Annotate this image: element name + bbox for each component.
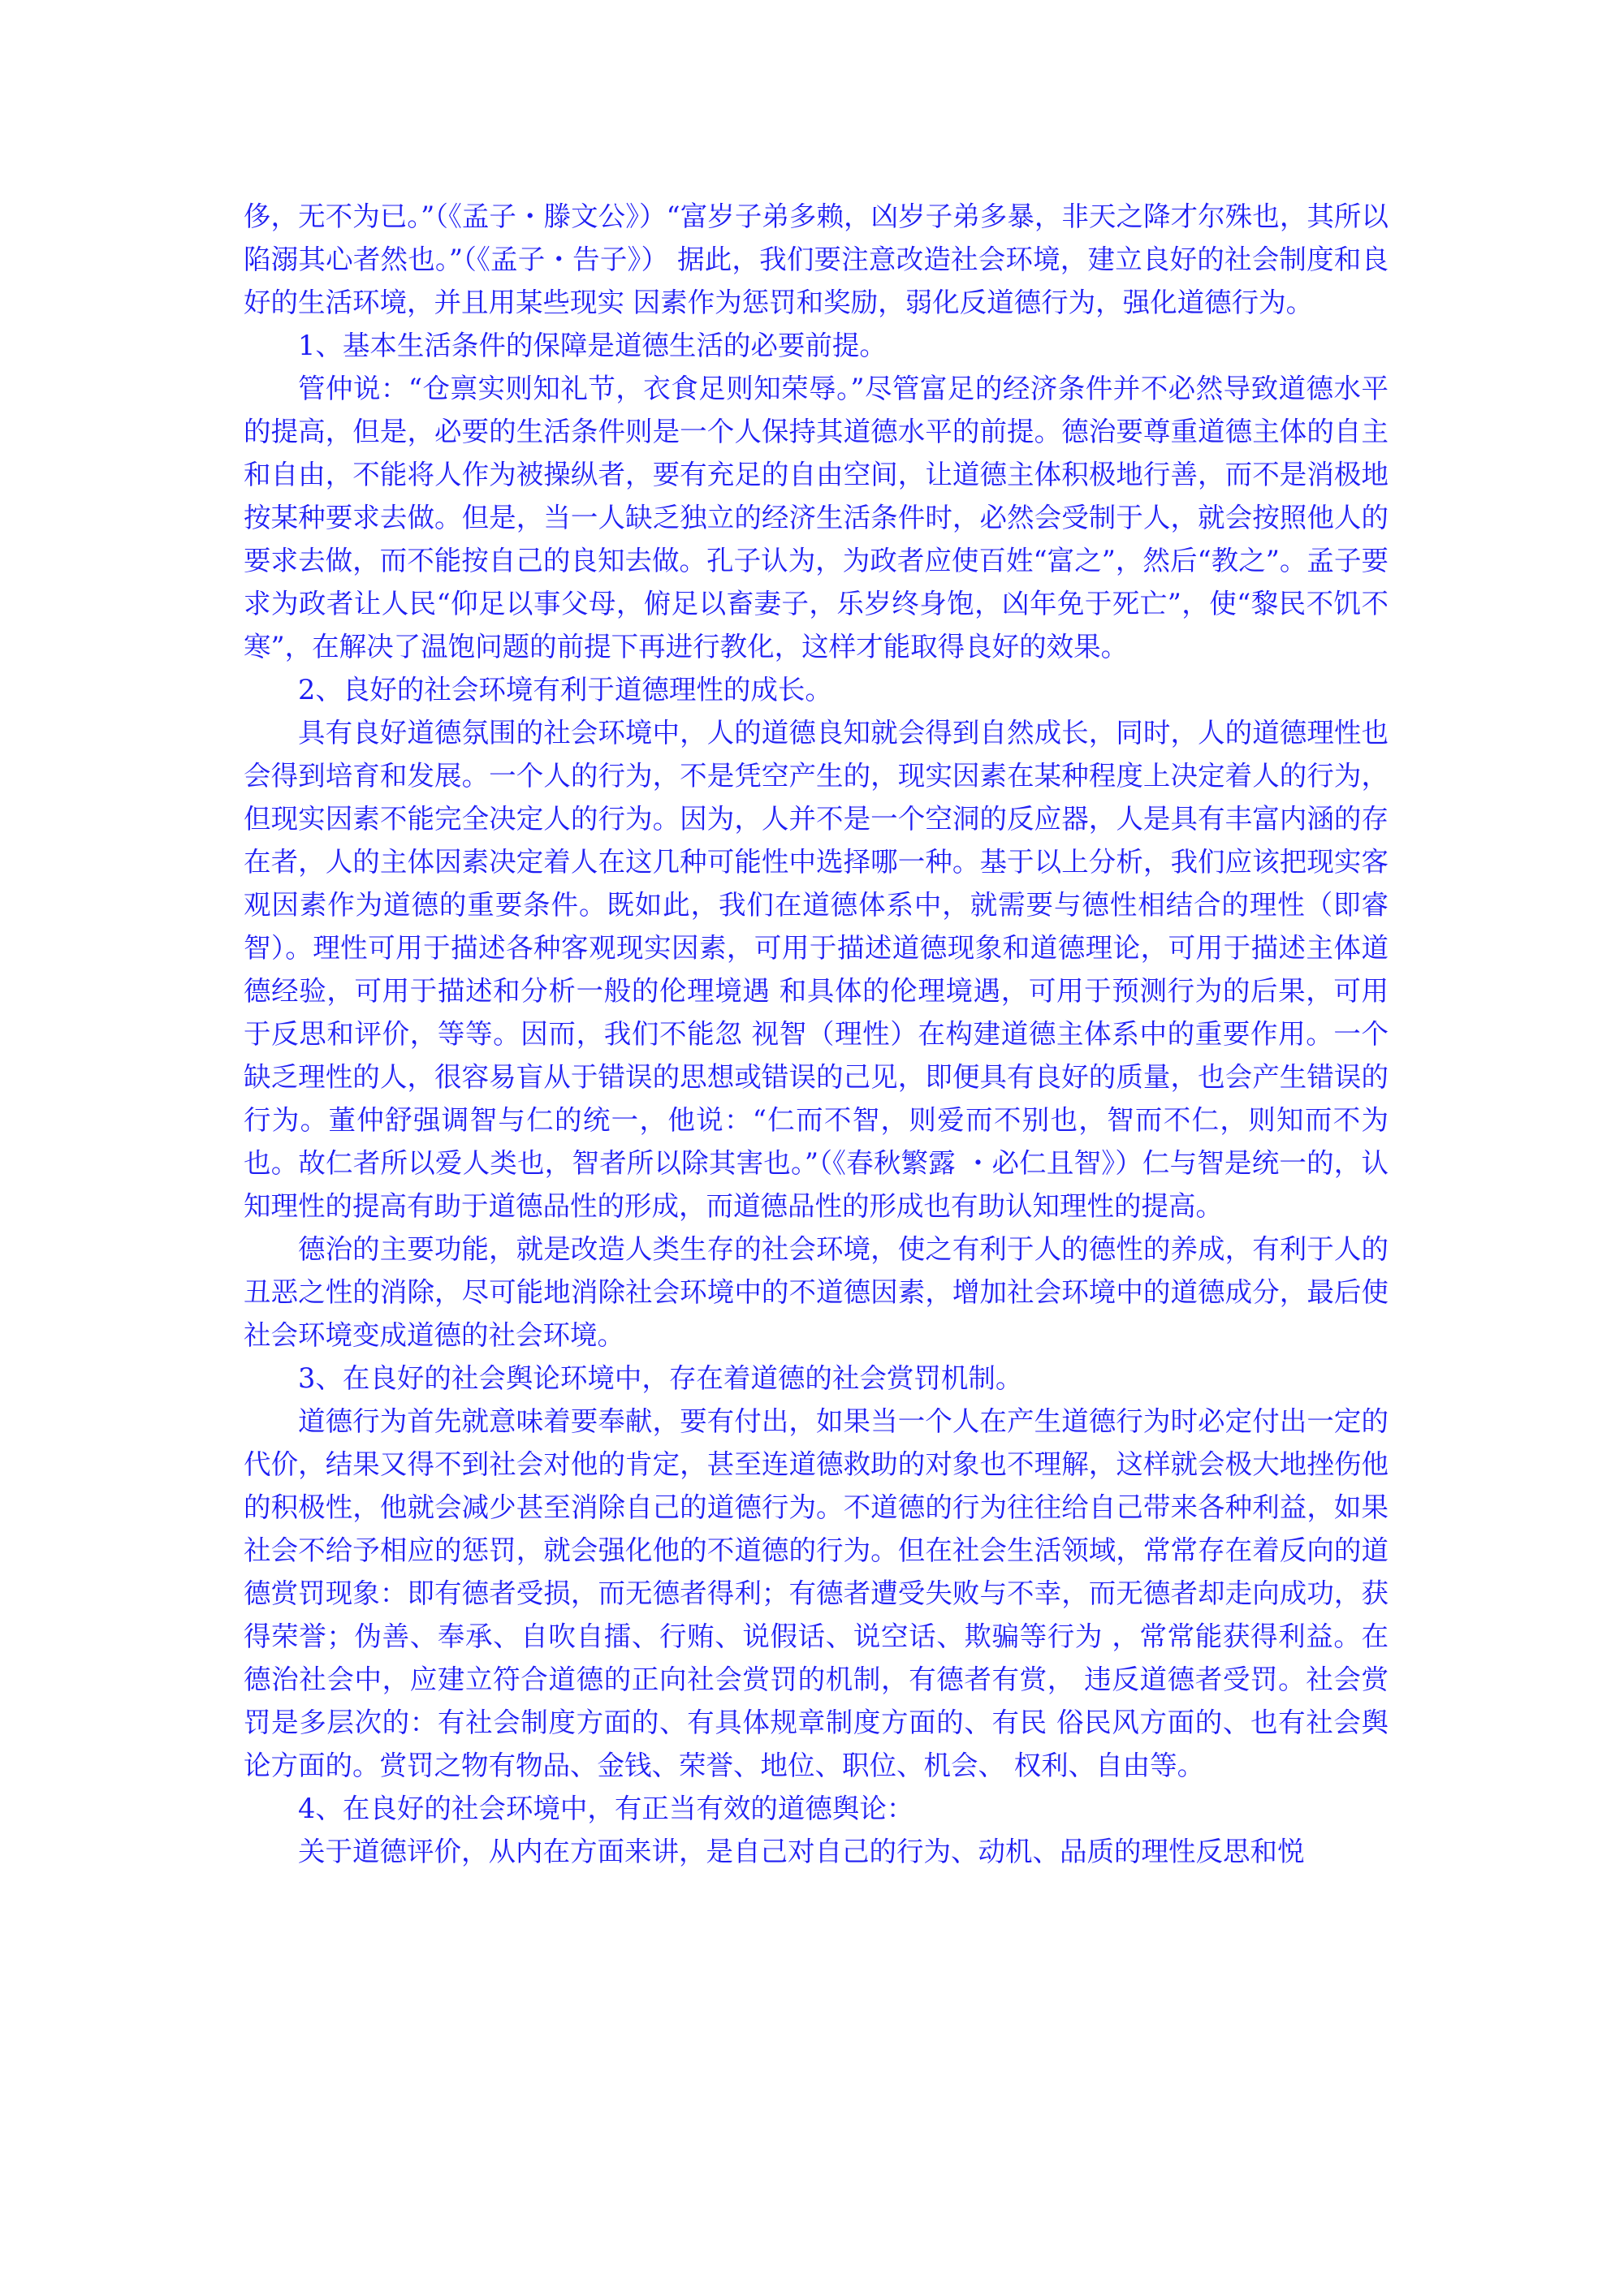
paragraph: 道德行为首先就意味着要奉献，要有付出，如果当一个人在产生道德行为时必定付出一定的代价，结果又得不到社会对他的肯定，甚至连道德救助的对象也不理解，这样就会极大地挫伤他的积极性，他就会减少甚至消除自己的道德行为。不道德的行为往往给自己带来各种利益，如果社会不给予相应的惩罚，就会强化他的不道德的行为。但在社会生活领域，常常存在着反向的道德赏罚现象：即有德者受损，而无德者得利；有德者遭受失败与不幸，而无德者却走向成功，获得荣誉；伪善、奉承、自吹自擂、行贿、说假话、说空话、欺骗等行为 ，常常能获得利益。在德治社会中，应建立符合道德的正向社会赏罚的机制，有德者有赏， 违反道德者受罚。社会赏罚是多层次的：有社会制度方面的、有具体规章制度方面的、有民 俗民风方面的、也有社会舆论方面的。赏罚之物有物品、金钱、荣誉、地位、职位、机会、 权利、自由等。 xyxy=(244,1405,1389,1781)
paragraph: 管仲说：“仓禀实则知礼节，衣食足则知荣辱。”尽管富足的经济条件并不必然导致道德水平的提高，但是，必要的生活条件则是一个人保持其道德水平的前提。德治要尊重道德主体的自主和自由，不能将人作为被操纵者，要有充足的自由空间，让道德主体积极地行善，而不是消极地按某种要求去做。但是，当一人缺乏独立的经济生活条件时，必然会受制于人，就会按照他人的要求去做，而不能按自己的良知去做。孔子认为，为政者应使百姓“富之”，然后“教之”。孟子要求为政者让人民“仰足以事父母，俯足以畜妻子，乐岁终身饱，凶年免于死亡”，使“黎民不饥不寒”，在解决了温饱问题的前提下再进行教化，这样才能取得良好的效果。 xyxy=(244,373,1389,662)
paragraph: 德治的主要功能，就是改造人类生存的社会环境，使之有利于人的德性的养成，有利于人的丑恶之性的消除，尽可能地消除社会环境中的不道德因素，增加社会环境中的道德成分，最后使社会环境变成道德的社会环境。 xyxy=(244,1233,1389,1351)
section-heading-3: 3、在良好的社会舆论环境中，存在着道德的社会赏罚机制。 xyxy=(298,1362,1023,1394)
paragraph: 具有良好道德氛围的社会环境中，人的道德良知就会得到自然成长，同时，人的道德理性也会得到培育和发展。一个人的行为，不是凭空产生的，现实因素在某种程度上决定着人的行为，但现实因素不能完全决定人的行为。因为，人并不是一个空洞的反应器，人是具有丰富内涵的存在者，人的主体因素决定着人在这几种可能性中选择哪一种。基于以上分析，我们应该把现实客观因素作为道德的重要条件。既如此，我们在道德体系中，就需要与德性相结合的理性（即睿智）。理性可用于描述各种客观现实因素，可用于描述道德现象和道德理论，可用于描述主体道德经验，可用于描述和分析一般的伦理境遇 和具体的伦理境遇，可用于预测行为的后果，可用于反思和评价，等等。因而，我们不能忽 视智（理性）在构建道德主体系中的重要作用。一个缺乏理性的人，很容易盲从于错误的思想或错误的己见，即便具有良好的质量，也会产生错误的行为。董仲舒强调智与仁的统一，他说：“仁而不智，则爱而不别也，智而不仁，则知而不为也。故仁者所以爱人类也，智者所以除其害也。”（《春秋繁露 ・必仁且智》）仁与智是统一的，认知理性的提高有助于道德品性的形成，而道德品性的形成也有助认知理性的提高。 xyxy=(244,717,1389,1222)
section-heading-1: 1、基本生活条件的保障是道德生活的必要前提。 xyxy=(298,330,887,361)
section-heading-4: 4、在良好的社会环境中，有正当有效的道德舆论： xyxy=(298,1793,914,1824)
paragraph: 关于道德评价，从内在方面来讲，是自己对自己的行为、动机、品质的理性反思和悦 xyxy=(298,1836,1305,1867)
paragraph-continuation: 侈，无不为已。”（《孟子・滕文公》）“富岁子弟多赖，凶岁子弟多暴，非天之降才尔殊也，其所以陷溺其心者然也。”（《孟子・告子》） 据此，我们要注意改造社会环境，建立良好的社会制度和良好的生活环境，并且用某些现实 因素作为惩罚和奖励，弱化反道德行为，强化道德行为。 xyxy=(244,201,1389,318)
document-page xyxy=(244,195,1389,1873)
section-heading-2: 2、良好的社会环境有利于道德理性的成长。 xyxy=(298,674,832,706)
